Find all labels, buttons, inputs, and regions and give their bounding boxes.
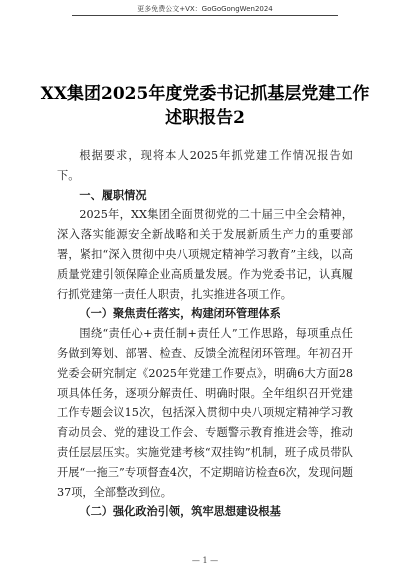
subsection-heading: （二）强化政治引领，筑牢思想建设根基 [79,504,281,519]
body-paragraph: 围绕“责任心+责任制+责任人”工作思路，每项重点任务做到筹划、部署、检查、反馈全流程闭环管理。年初召开党委会研究制定《2025年党建工作要点》，明确6大方面28项具体任务，逐项分解责任、明确时限。全年组织召开党建工作专题会议15次，包括深入贯彻中央八项规定精神学习教育动员会、党的建设工作会、专题警示教育推进会等，推动责任层层压实。实施党建考核“双挂钩”机制，班子成员带队开展“一拖三”专项督查4次，不定期暗访检查6次，发现问题37项，全部整改到位。 [57,327,353,499]
header-divider [72,15,338,16]
section-heading: 一、履职情况 [79,188,147,202]
intro-paragraph: 根据要求，现将本人2025年抓党建工作情况报告如下。 [57,149,353,182]
header-note: 更多免费公文+VX：GoGoGongWen2024 [137,5,273,13]
document-title: XX集团2025年度党委书记抓基层党建工作述职报告2 [40,84,370,128]
body-paragraph: 2025年，XX集团全面贯彻党的二十届三中全会精神，深入落实能源安全新战略和关于发展新质生产力的重要部署，紧扣“深入贯彻中央八项规定精神学习教育”主线，以高质量党建引领保障企业高质量发展。作为党委书记，认真履行抓党建第一责任人职责，扎实推进各项工作。 [57,208,353,301]
document-body [57,146,353,522]
subsection-heading: （一）聚焦责任落实，构建闭环管理体系 [79,306,281,321]
page-number: — 1 — [191,556,219,565]
